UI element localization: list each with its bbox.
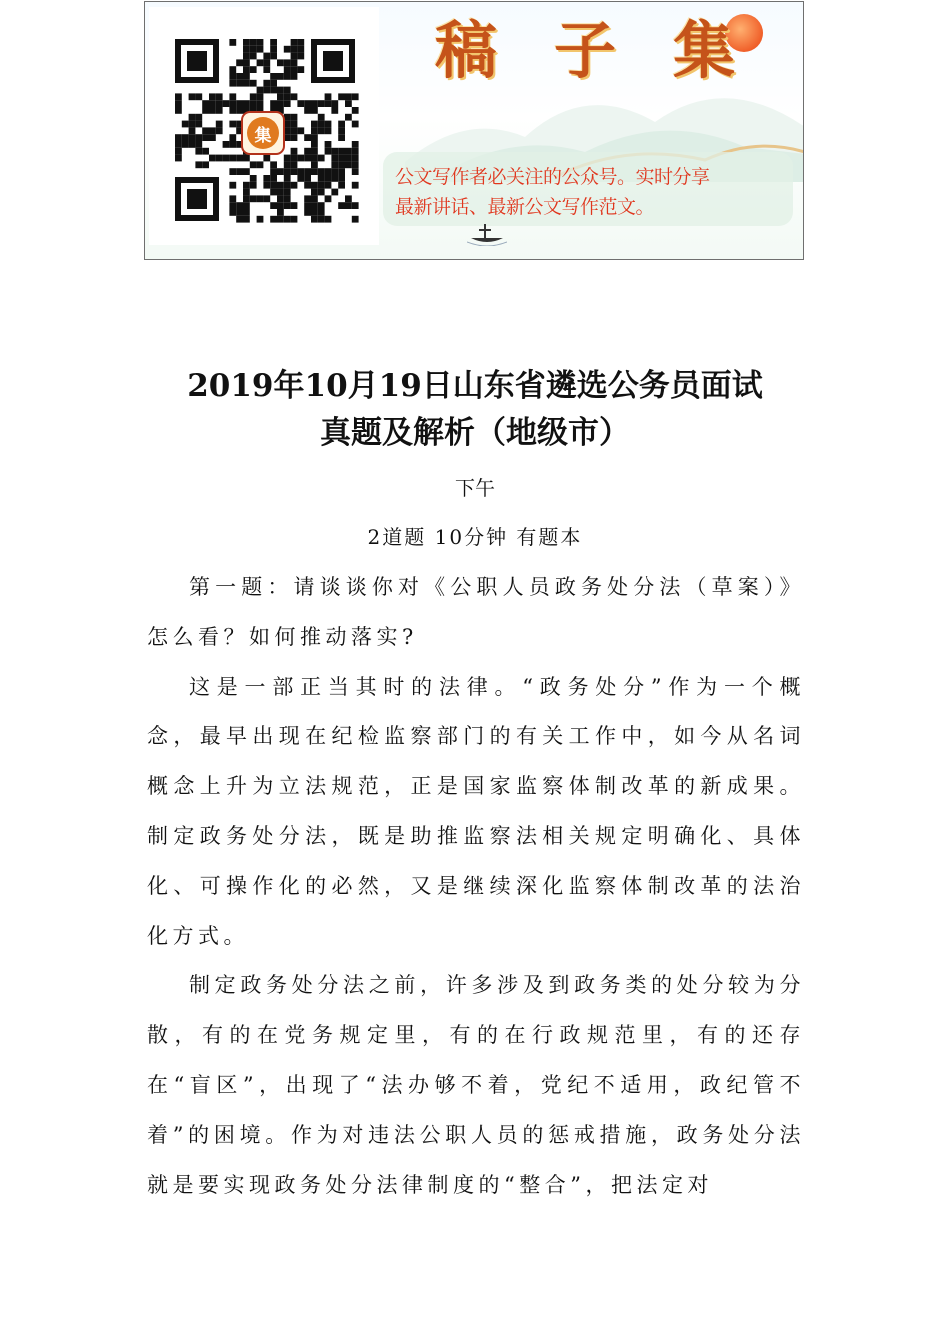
qr-module	[297, 155, 304, 162]
qr-module	[216, 107, 223, 114]
qr-module	[263, 87, 270, 94]
qr-module	[216, 121, 223, 128]
qr-module	[284, 175, 291, 182]
qr-module	[311, 182, 318, 189]
qr-module	[291, 134, 298, 141]
qr-module	[284, 195, 291, 202]
qr-module	[250, 195, 257, 202]
qr-module	[277, 100, 284, 107]
qr-module	[331, 155, 338, 162]
qr-module	[236, 59, 243, 66]
qr-module	[270, 73, 277, 80]
session-subtitle: 下午	[455, 476, 495, 500]
qr-module	[291, 59, 298, 66]
qr-module	[284, 216, 291, 223]
qr-module	[352, 148, 359, 155]
qr-module	[304, 100, 311, 107]
tagline-line: 最新讲话、最新公文写作范文。	[395, 196, 655, 218]
qr-module	[277, 182, 284, 189]
qr-module	[304, 209, 311, 216]
qr-module	[297, 46, 304, 53]
qr-module	[175, 141, 182, 148]
qr-module	[229, 195, 236, 202]
tagline-line: 公文写作者必关注的公众号。实时分享	[395, 166, 710, 188]
qr-module	[297, 39, 304, 46]
title-line: 2019年10月19日山东省遴选公务员面试	[187, 368, 763, 404]
qr-module	[277, 87, 284, 94]
qr-module	[318, 182, 325, 189]
qr-module	[270, 80, 277, 87]
qr-module	[182, 134, 189, 141]
qr-module	[270, 202, 277, 209]
qr-module	[236, 73, 243, 80]
qr-module	[195, 148, 202, 155]
qr-module	[345, 202, 352, 209]
qr-module	[263, 66, 270, 73]
qr-module	[345, 148, 352, 155]
qr-center-badge	[241, 111, 285, 155]
qr-module	[243, 195, 250, 202]
qr-module	[318, 127, 325, 134]
qr-module	[291, 46, 298, 53]
qr-module	[229, 66, 236, 73]
qr-module	[338, 202, 345, 209]
qr-module	[277, 93, 284, 100]
qr-module	[223, 155, 230, 162]
qr-module	[291, 182, 298, 189]
qr-module	[229, 80, 236, 87]
qr-module	[229, 39, 236, 46]
qr-module	[352, 93, 359, 100]
qr-module	[311, 195, 318, 202]
qr-module	[182, 121, 189, 128]
qr-module	[277, 73, 284, 80]
qr-module	[243, 155, 250, 162]
qr-module	[352, 107, 359, 114]
qr-module	[175, 155, 182, 162]
qr-module	[270, 100, 277, 107]
qr-module	[338, 182, 345, 189]
qr-module	[325, 195, 332, 202]
qr-module	[189, 93, 196, 100]
qr-module	[223, 100, 230, 107]
qr-module	[257, 87, 264, 94]
qr-module	[331, 189, 338, 196]
qr-module	[304, 175, 311, 182]
promo-banner	[144, 1, 804, 260]
qr-module	[216, 93, 223, 100]
qr-module	[325, 100, 332, 107]
qr-module	[229, 209, 236, 216]
qr-module	[229, 93, 236, 100]
qr-module	[304, 195, 311, 202]
qr-module	[263, 80, 270, 87]
qr-module	[175, 148, 182, 155]
qr-module	[284, 87, 291, 94]
qr-module	[263, 53, 270, 60]
qr-module	[311, 121, 318, 128]
qr-module	[243, 46, 250, 53]
qr-module	[263, 175, 270, 182]
qr-module	[318, 121, 325, 128]
qr-module	[243, 189, 250, 196]
qr-module	[325, 148, 332, 155]
qr-module	[229, 141, 236, 148]
qr-module	[284, 182, 291, 189]
qr-module	[291, 66, 298, 73]
qr-module	[270, 53, 277, 60]
qr-module	[250, 80, 257, 87]
qr-module	[352, 161, 359, 168]
qr-module	[229, 100, 236, 107]
qr-module	[250, 161, 257, 168]
qr-module	[236, 168, 243, 175]
qr-module	[311, 134, 318, 141]
qr-module	[325, 127, 332, 134]
qr-module	[243, 73, 250, 80]
qr-module	[216, 127, 223, 134]
qr-module	[263, 155, 270, 162]
qr-module	[297, 168, 304, 175]
qr-module	[195, 134, 202, 141]
qr-module	[263, 59, 270, 66]
qr-module	[189, 114, 196, 121]
qr-module	[189, 134, 196, 141]
qr-module	[270, 168, 277, 175]
qr-module	[325, 216, 332, 223]
qr-module	[318, 175, 325, 182]
qr-module	[229, 73, 236, 80]
qr-module	[284, 46, 291, 53]
qr-module	[202, 148, 209, 155]
qr-module	[250, 182, 257, 189]
qr-module	[318, 114, 325, 121]
qr-module	[318, 209, 325, 216]
qr-module	[243, 209, 250, 216]
qr-module	[352, 155, 359, 162]
qr-module	[195, 121, 202, 128]
qr-module	[257, 93, 264, 100]
qr-module	[291, 161, 298, 168]
qr-module	[311, 168, 318, 175]
qr-module	[318, 100, 325, 107]
qr-module	[304, 134, 311, 141]
qr-module	[304, 148, 311, 155]
qr-module	[311, 161, 318, 168]
qr-module	[297, 127, 304, 134]
qr-module	[277, 59, 284, 66]
qr-module	[304, 202, 311, 209]
qr-module	[229, 168, 236, 175]
qr-module	[311, 155, 318, 162]
qr-module	[284, 189, 291, 196]
qr-module	[257, 59, 264, 66]
qr-module	[209, 100, 216, 107]
qr-module	[284, 161, 291, 168]
qr-module	[345, 114, 352, 121]
qr-module	[345, 161, 352, 168]
qr-module	[311, 141, 318, 148]
qr-module	[270, 175, 277, 182]
qr-module	[291, 127, 298, 134]
qr-module	[331, 148, 338, 155]
qr-module	[338, 93, 345, 100]
qr-module	[352, 168, 359, 175]
qr-module	[195, 161, 202, 168]
qr-module	[277, 209, 284, 216]
boat-icon	[467, 220, 507, 246]
qr-module	[352, 202, 359, 209]
qr-module	[270, 39, 277, 46]
qr-module	[175, 93, 182, 100]
qr-module	[216, 100, 223, 107]
qr-module	[243, 202, 250, 209]
qr-module	[311, 189, 318, 196]
qr-badge-label: 集	[247, 117, 279, 149]
qr-module	[338, 121, 345, 128]
document-body	[147, 563, 805, 1210]
qr-module	[311, 216, 318, 223]
qr-module	[297, 175, 304, 182]
qr-module	[243, 80, 250, 87]
qr-module	[291, 168, 298, 175]
qr-module	[291, 148, 298, 155]
qr-module	[243, 53, 250, 60]
qr-module	[209, 93, 216, 100]
qr-module	[202, 134, 209, 141]
qr-module	[331, 100, 338, 107]
qr-module	[229, 121, 236, 128]
qr-module	[331, 107, 338, 114]
qr-module	[236, 107, 243, 114]
qr-module	[318, 216, 325, 223]
qr-module	[189, 141, 196, 148]
qr-module	[236, 155, 243, 162]
qr-module	[257, 216, 264, 223]
qr-module	[345, 195, 352, 202]
qr-module	[325, 182, 332, 189]
qr-module	[297, 53, 304, 60]
qr-module	[311, 209, 318, 216]
exam-meta: 2道题 10分钟 有题本	[367, 525, 583, 549]
qr-module	[284, 155, 291, 162]
qr-module	[277, 189, 284, 196]
brand-logo	[435, 14, 735, 87]
qr-module	[236, 202, 243, 209]
brand-char: 稿	[435, 14, 498, 87]
qr-module	[291, 121, 298, 128]
qr-module	[311, 107, 318, 114]
qr-module	[325, 175, 332, 182]
qr-module	[338, 134, 345, 141]
qr-module	[250, 93, 257, 100]
qr-module	[338, 155, 345, 162]
tagline	[395, 162, 795, 222]
qr-module	[189, 121, 196, 128]
qr-module	[284, 66, 291, 73]
qr-module	[304, 155, 311, 162]
qr-module	[338, 148, 345, 155]
qr-module	[284, 168, 291, 175]
qr-module	[284, 202, 291, 209]
qr-module	[291, 155, 298, 162]
qr-module	[175, 134, 182, 141]
qr-module	[297, 66, 304, 73]
qr-module	[250, 46, 257, 53]
qr-module	[250, 53, 257, 60]
qr-module	[236, 80, 243, 87]
qr-module	[229, 107, 236, 114]
qr-module	[331, 161, 338, 168]
title-line: 真题及解析（地级市）	[320, 415, 630, 451]
qr-module	[291, 53, 298, 60]
qr-module	[263, 195, 270, 202]
qr-module	[338, 168, 345, 175]
qr-module	[229, 155, 236, 162]
qr-module	[318, 189, 325, 196]
brand-char: 子	[553, 14, 616, 87]
qr-module	[229, 182, 236, 189]
qr-module	[352, 141, 359, 148]
qr-module	[182, 141, 189, 148]
qr-module	[338, 175, 345, 182]
qr-module	[311, 100, 318, 107]
qr-module	[202, 161, 209, 168]
qr-module	[318, 155, 325, 162]
qr-module	[257, 100, 264, 107]
qr-module	[325, 93, 332, 100]
qr-module	[325, 141, 332, 148]
qr-module	[189, 127, 196, 134]
qr-module	[209, 127, 216, 134]
body-paragraph: 这是一部正当其时的法律。“政务处分”作为一个概念，最早出现在纪检监察部门的有关工作中，如今从名词概念上升为立法规范，正是国家监察体制改革的新成果。制定政务处分法，既是助推监察法相关规定明确化、具体化、可操作化的必然，又是继续深化监察体制改革的法治化方式。	[147, 674, 805, 948]
qr-module	[250, 66, 257, 73]
question-paragraph: 第一题：请谈谈你对《公职人员政务处分法（草案）》怎么看？如何推动落实?	[147, 575, 805, 649]
qr-module	[209, 134, 216, 141]
qr-module	[352, 216, 359, 223]
qr-module	[291, 202, 298, 209]
body-paragraph: 制定政务处分法之前，许多涉及到政务类的处分较为分散，有的在党务规定里，有的在行政规范里，有的还存在“盲区”，出现了“法办够不着，党纪不适用，政纪管不着”的困境。作为对违法公职人员的惩戒措施，政务处分法就是要实现政务处分法律制度的“整合”，把法定对	[147, 973, 805, 1197]
qr-module	[345, 100, 352, 107]
qr-module	[304, 182, 311, 189]
qr-module	[311, 202, 318, 209]
qr-module	[277, 195, 284, 202]
qr-module	[270, 189, 277, 196]
qr-module	[277, 202, 284, 209]
qr-module	[202, 100, 209, 107]
qr-module	[291, 114, 298, 121]
qr-module	[257, 195, 264, 202]
qr-module	[270, 46, 277, 53]
qr-module	[311, 148, 318, 155]
qr-module	[250, 175, 257, 182]
qr-module	[325, 168, 332, 175]
qr-module	[243, 59, 250, 66]
qr-module	[236, 216, 243, 223]
qr-module	[236, 100, 243, 107]
qr-module	[195, 141, 202, 148]
qr-module	[277, 168, 284, 175]
qr-module	[345, 93, 352, 100]
qr-module	[304, 168, 311, 175]
qr-module	[223, 141, 230, 148]
qr-module	[229, 134, 236, 141]
qr-module	[243, 168, 250, 175]
qr-module	[229, 202, 236, 209]
qr-code-icon	[149, 7, 379, 245]
qr-module	[243, 216, 250, 223]
qr-module	[243, 100, 250, 107]
qr-module	[318, 168, 325, 175]
qr-module	[291, 93, 298, 100]
qr-module	[202, 127, 209, 134]
qr-module	[291, 39, 298, 46]
qr-module	[175, 107, 182, 114]
qr-module	[175, 100, 182, 107]
qr-module	[250, 39, 257, 46]
qr-module	[243, 39, 250, 46]
qr-module	[195, 93, 202, 100]
qr-module	[352, 182, 359, 189]
qr-module	[216, 155, 223, 162]
qr-module	[311, 127, 318, 134]
qr-module	[209, 107, 216, 114]
qr-module	[277, 216, 284, 223]
qr-module	[352, 121, 359, 128]
qr-module	[284, 59, 291, 66]
qr-module	[297, 100, 304, 107]
qr-module	[263, 182, 270, 189]
qr-module	[345, 155, 352, 162]
qr-module	[291, 73, 298, 80]
qr-module	[331, 175, 338, 182]
qr-module	[270, 161, 277, 168]
qr-module	[338, 161, 345, 168]
qr-module	[338, 127, 345, 134]
qr-module	[195, 114, 202, 121]
qr-module	[243, 66, 250, 73]
qr-module	[270, 87, 277, 94]
qr-module	[209, 155, 216, 162]
page-title	[144, 363, 806, 457]
brand-char: 集	[672, 14, 735, 87]
qr-module	[236, 209, 243, 216]
qr-module	[257, 161, 264, 168]
qr-module	[304, 107, 311, 114]
qr-module	[257, 46, 264, 53]
qr-module	[284, 73, 291, 80]
qr-module	[318, 202, 325, 209]
qr-module	[284, 93, 291, 100]
qr-module	[291, 216, 298, 223]
qr-module	[243, 182, 250, 189]
qr-module	[325, 121, 332, 128]
qr-module	[270, 216, 277, 223]
qr-module	[202, 107, 209, 114]
qr-module	[257, 39, 264, 46]
qr-module	[270, 182, 277, 189]
qr-module	[250, 100, 257, 107]
qr-module	[331, 168, 338, 175]
qr-module	[284, 100, 291, 107]
